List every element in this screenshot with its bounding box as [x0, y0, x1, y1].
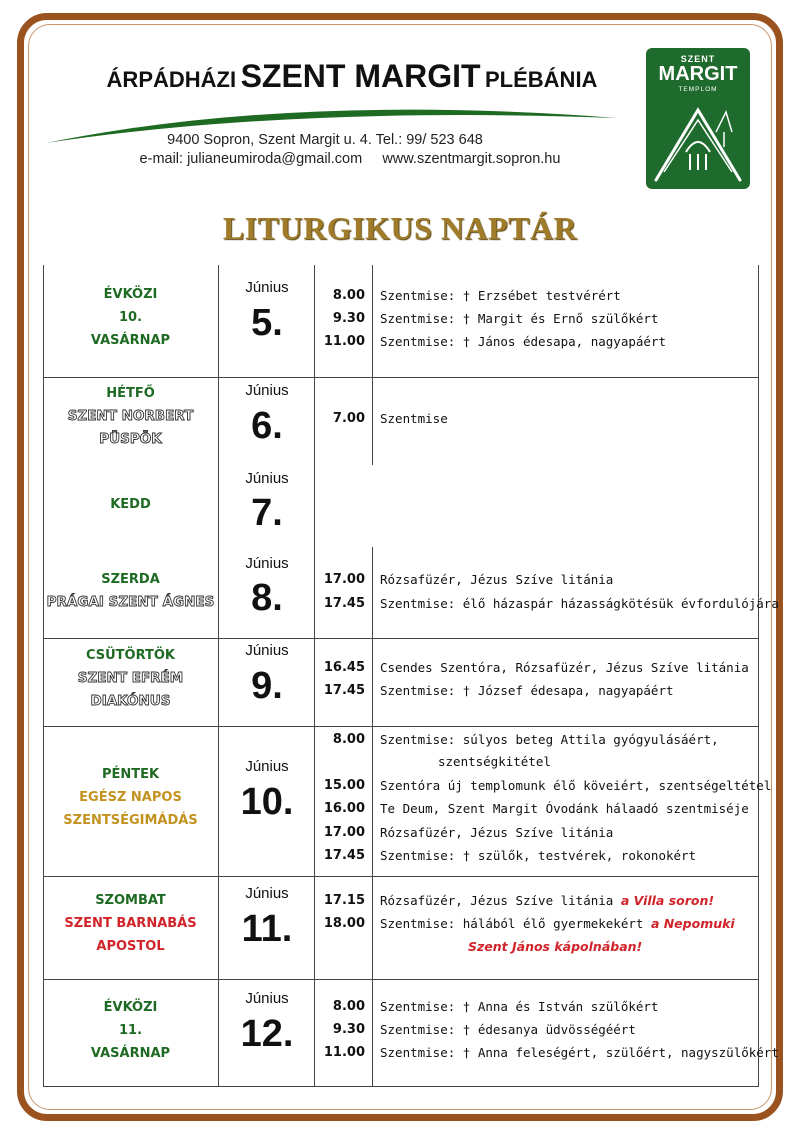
event-time: 7.00	[332, 411, 365, 426]
event-text: Szentmise: † édesanya üdvösségéért	[380, 1022, 636, 1037]
day-number: 5.	[251, 302, 283, 344]
title-main: SZENT MARGIT	[240, 58, 481, 94]
day-number: 6.	[251, 405, 283, 447]
day-number: 9.	[251, 665, 283, 707]
event-time: 8.00	[332, 288, 365, 303]
event-time: 17.00	[323, 572, 365, 587]
event-text: Szentmise: súlyos beteg Attila gyógyulásáért,	[380, 732, 719, 747]
event-time: 8.00	[332, 732, 365, 747]
row-divider	[43, 876, 759, 877]
month-label: Június	[245, 642, 289, 659]
table-border-right	[758, 265, 759, 1087]
calendar-heading: LITURGIKUS NAPTÁR	[222, 210, 578, 246]
calendar-table	[43, 265, 779, 1087]
event-text: Te Deum, Szent Margit Óvodánk hálaadó szentmiséje	[380, 801, 749, 816]
month-label: Június	[245, 990, 289, 1007]
event-location-note: a Villa soron!	[620, 893, 715, 908]
day-number: 12.	[240, 1013, 294, 1055]
day-label: HÉTFŐ SZENT NORBERT PÜSPÖK	[67, 386, 194, 447]
event-time: 17.15	[323, 893, 365, 908]
day-label: SZERDA PRÁGAI SZENT ÁGNES	[46, 572, 215, 610]
event-time: 9.30	[332, 311, 365, 326]
event-text: Szentmise: † János édesapa, nagyapáért	[380, 334, 666, 349]
title-prefix: ÁRPÁDHÁZI	[106, 67, 237, 92]
event-time: 9.30	[332, 1022, 365, 1037]
event-text: Rózsafüzér, Jézus Szíve litánia	[380, 572, 614, 587]
event-text: Szentmise: † Anna feleségért, szülőért, nagyszülőkért	[380, 1045, 779, 1060]
row-divider	[43, 638, 759, 639]
event-text: Csendes Szentóra, Rózsafüzér, Jézus Szíve litánia	[380, 660, 749, 675]
table-border-bottom	[43, 1086, 759, 1087]
event-time: 11.00	[323, 334, 365, 349]
logo-top-text: SZENT	[680, 54, 716, 64]
event-time: 15.00	[323, 778, 365, 793]
event-time: 17.00	[323, 825, 365, 840]
event-time: 17.45	[323, 683, 365, 698]
day-number: 8.	[251, 577, 283, 619]
month-label: Június	[245, 382, 289, 399]
month-label: Június	[245, 470, 289, 487]
day-label: KEDD	[110, 497, 151, 512]
month-label: Június	[245, 758, 289, 775]
event-text: Szentmise: † Erzsébet testvérért	[380, 288, 621, 303]
event-text: Szentmise: † Margit és Ernő szülőkért	[380, 311, 659, 326]
event-text: Szentmise: † Anna és István szülőkért	[380, 999, 659, 1014]
event-text-continued: Szent János kápolnában!	[468, 939, 643, 954]
day-number: 10.	[240, 781, 294, 823]
event-time: 8.00	[332, 999, 365, 1014]
day-number: 7.	[251, 492, 283, 534]
event-time: 16.00	[323, 801, 365, 816]
parish-title	[72, 58, 632, 95]
church-drawing-icon	[646, 92, 750, 189]
event-location-note: a Nepomuki	[650, 916, 735, 931]
address-line: 9400 Sopron, Szent Margit u. 4. Tel.: 99/ 523 648	[167, 132, 483, 148]
event-text: Rózsafüzér, Jézus Szíve litánia	[380, 825, 614, 840]
row-divider	[43, 979, 759, 980]
event-time: 17.45	[323, 848, 365, 863]
column-divider	[372, 547, 373, 1087]
month-label: Június	[245, 279, 289, 296]
event-text: Szentmise: † József édesapa, nagyapáért	[380, 683, 674, 698]
event-text: Szentmise: élő házaspár házasságkötésük évfordulójára	[380, 596, 779, 611]
day-label: CSÜTÖRTÖK SZENT EFRÉM DIAKÓNUS	[77, 648, 184, 709]
church-logo	[646, 48, 750, 189]
day-label: SZOMBAT SZENT BARNABÁS APOSTOL	[64, 893, 197, 954]
event-text: Szentmise	[380, 411, 448, 426]
month-label: Június	[245, 555, 289, 572]
contact-line: e-mail: julianeumiroda@gmail.com www.szentmargit.sopron.hu	[139, 151, 561, 167]
column-divider	[372, 265, 373, 465]
title-suffix: PLÉBÁNIA	[485, 67, 598, 92]
logo-bottom-text: TEMPLOM	[678, 86, 718, 93]
event-text: Rózsafüzér, Jézus Szíve litánia a Villa soron!	[380, 893, 715, 908]
event-text: Szentmise: † szülők, testvérek, rokonokért	[380, 848, 697, 863]
event-time: 17.45	[323, 596, 365, 611]
row-divider	[43, 377, 759, 378]
row-divider	[43, 726, 759, 727]
day-label: PÉNTEK EGÉSZ NAPOS SZENTSÉGIMÁDÁS	[63, 767, 198, 828]
event-text-continued: szentségkitétel	[438, 754, 551, 769]
event-time: 11.00	[323, 1045, 365, 1060]
month-label: Június	[245, 885, 289, 902]
day-number: 11.	[241, 908, 293, 950]
day-label: ÉVKÖZI 10. VASÁRNAP	[90, 287, 171, 348]
logo-main-text: MARGIT	[658, 63, 738, 85]
event-text: Szentóra új templomunk élő köveiért, szentségeltétel	[380, 778, 772, 793]
event-text: Szentmise: hálából élő gyermekekért a Nepomuki	[380, 916, 735, 931]
day-label: ÉVKÖZI 11. VASÁRNAP	[90, 1000, 171, 1061]
event-time: 16.45	[323, 660, 365, 675]
event-time: 18.00	[323, 916, 365, 931]
